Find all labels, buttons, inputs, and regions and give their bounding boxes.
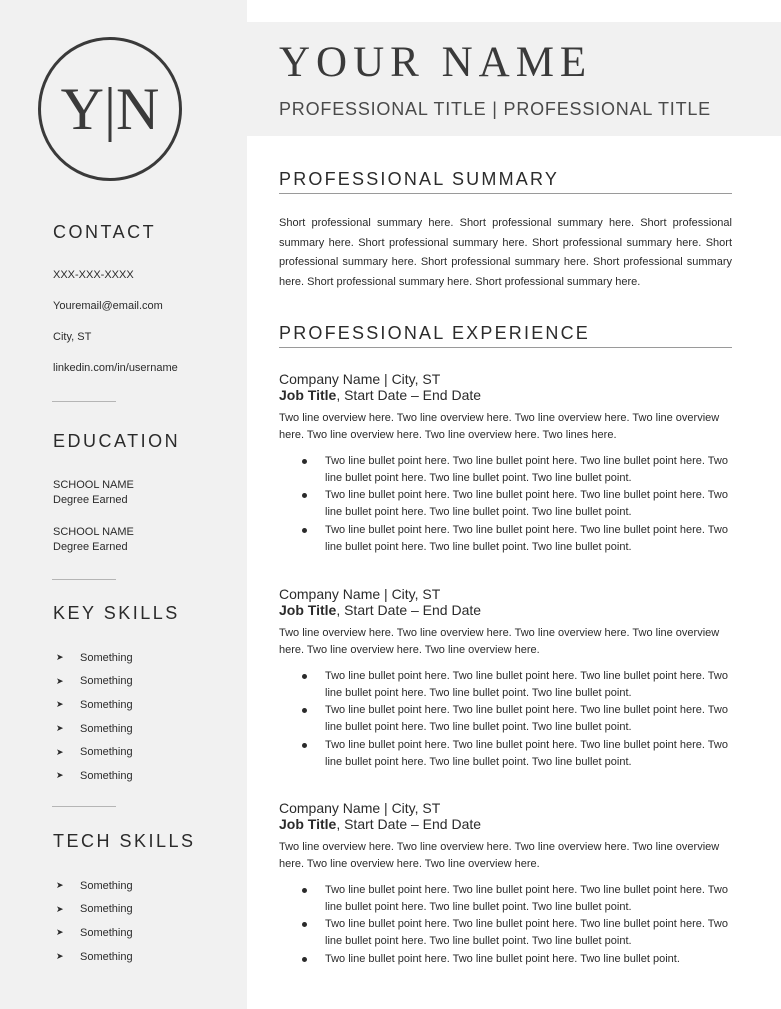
list-item (279, 487, 732, 522)
school-name: SCHOOL NAME (53, 479, 134, 491)
skill-label: Something (80, 769, 133, 782)
monogram-initials: Y|N (60, 76, 160, 142)
skill-label: Something (80, 651, 133, 664)
bullet-text: Two line bullet point here. Two line bullet point here. Two line bullet point here. Two line bullet point here. Two line bullet point. Two line bullet point. (325, 918, 728, 948)
arrow-bullet-icon: ➤ (56, 675, 64, 686)
company-line: Company Name | City, ST (279, 371, 441, 387)
skill-label: Something (80, 698, 133, 711)
job-title-line (279, 816, 732, 833)
arrow-bullet-icon: ➤ (56, 903, 64, 914)
sidebar-divider (52, 806, 116, 807)
bullet-dot-icon (302, 743, 307, 748)
list-item (53, 693, 233, 717)
job-bullets (279, 882, 732, 968)
skill-label: Something (80, 675, 133, 688)
skill-label: Something (80, 950, 133, 963)
key-skills-heading: KEY SKILLS (53, 603, 180, 623)
job-overview: Two line overview here. Two line overview here. Two line overview here. Two line overview here. Two line overview here. Two line overview here. Two lines here. (279, 412, 720, 442)
company-line: Company Name | City, ST (279, 800, 441, 816)
arrow-bullet-icon: ➤ (56, 652, 64, 663)
bullet-dot-icon (302, 674, 307, 679)
bullet-dot-icon (302, 957, 307, 962)
list-item (279, 702, 732, 737)
arrow-bullet-icon: ➤ (56, 746, 64, 757)
job-title-line (279, 602, 732, 619)
bullet-text: Two line bullet point here. Two line bullet point here. Two line bullet point. (325, 952, 680, 965)
list-item (279, 916, 732, 951)
job-dates: , Start Date – End Date (336, 387, 482, 403)
skill-label: Something (80, 903, 133, 916)
sidebar-divider (52, 579, 116, 580)
list-item (53, 670, 233, 694)
list-item (53, 646, 233, 670)
arrow-bullet-icon: ➤ (56, 699, 64, 710)
list-item (279, 951, 732, 968)
sidebar (0, 0, 247, 1009)
school-name: SCHOOL NAME (53, 526, 134, 538)
arrow-bullet-icon: ➤ (56, 770, 64, 781)
education-entry (53, 525, 233, 555)
skill-label: Something (80, 722, 133, 735)
list-item (53, 945, 233, 969)
list-item (53, 717, 233, 741)
contact-email[interactable]: Youremail@email.com (53, 300, 163, 312)
summary-heading: PROFESSIONAL SUMMARY (279, 169, 560, 189)
degree-earned: Degree Earned (53, 494, 128, 506)
contact-section (53, 221, 233, 243)
arrow-bullet-icon: ➤ (56, 951, 64, 962)
skill-label: Something (80, 746, 133, 759)
bullet-text: Two line bullet point here. Two line bullet point here. Two line bullet point here. Two line bullet point here. Two line bullet point. Two line bullet point. (325, 883, 728, 913)
summary-body (279, 214, 732, 293)
list-item (53, 921, 233, 945)
list-item (279, 453, 732, 488)
section-rule (279, 193, 732, 194)
job-entry (279, 800, 732, 968)
list-item (53, 764, 233, 788)
bullet-dot-icon (302, 708, 307, 713)
summary-text: Short professional summary here. Short professional summary here. Short professional summary here. Short professional summary here. Short professional summary here. Short professional summary here. Short professional summary here. Short professional summary here. Short professional summary here. Short professional summary here. (279, 217, 732, 289)
summary-section (279, 168, 732, 190)
arrow-bullet-icon: ➤ (56, 880, 64, 891)
contact-linkedin[interactable]: linkedin.com/in/username (53, 362, 178, 374)
bullet-dot-icon (302, 888, 307, 893)
section-rule (279, 347, 732, 348)
job-title-line (279, 387, 732, 404)
job-overview: Two line overview here. Two line overview here. Two line overview here. Two line overview here. Two line overview here. Two line overview here. (279, 841, 720, 871)
bullet-text: Two line bullet point here. Two line bullet point here. Two line bullet point here. Two line bullet point here. Two line bullet point. Two line bullet point. (325, 489, 728, 519)
experience-section (279, 322, 732, 344)
company-line: Company Name | City, ST (279, 586, 441, 602)
header-band (247, 22, 781, 136)
arrow-bullet-icon: ➤ (56, 723, 64, 734)
key-skills-section (53, 602, 233, 788)
bullet-dot-icon (302, 922, 307, 927)
bullet-text: Two line bullet point here. Two line bullet point here. Two line bullet point here. Two line bullet point here. Two line bullet point. Two line bullet point. (325, 704, 728, 734)
job-dates: , Start Date – End Date (336, 602, 482, 618)
key-skills-list (53, 646, 233, 788)
list-item (279, 737, 732, 772)
job-title: Job Title (279, 387, 337, 403)
tech-skills-section (53, 830, 233, 968)
job-entry (279, 586, 732, 771)
list-item (279, 882, 732, 917)
professional-title: PROFESSIONAL TITLE | PROFESSIONAL TITLE (279, 99, 711, 119)
list-item (279, 668, 732, 703)
name-heading: YOUR NAME (279, 39, 593, 86)
education-entry (53, 478, 233, 508)
tech-skills-heading: TECH SKILLS (53, 831, 196, 851)
job-bullets (279, 453, 732, 557)
bullet-text: Two line bullet point here. Two line bullet point here. Two line bullet point here. Two line bullet point here. Two line bullet point. Two line bullet point. (325, 523, 728, 554)
bullet-dot-icon (302, 493, 307, 498)
skill-label: Something (80, 879, 133, 892)
job-title: Job Title (279, 602, 337, 618)
bullet-dot-icon (302, 528, 307, 533)
job-bullets (279, 668, 732, 772)
tech-skills-list (53, 874, 233, 968)
list-item (53, 740, 233, 764)
contact-heading: CONTACT (53, 222, 157, 242)
bullet-text: Two line bullet point here. Two line bullet point here. Two line bullet point here. Two line bullet point here. Two line bullet point. Two line bullet point. (325, 454, 728, 484)
list-item (279, 522, 732, 557)
education-section (53, 430, 233, 555)
degree-earned: Degree Earned (53, 541, 128, 553)
contact-location: City, ST (53, 331, 92, 343)
job-entry (279, 371, 732, 556)
list-item (53, 874, 233, 898)
job-title: Job Title (279, 816, 337, 832)
bullet-dot-icon (302, 459, 307, 464)
bullet-text: Two line bullet point here. Two line bullet point here. Two line bullet point here. Two line bullet point here. Two line bullet point. Two line bullet point. (325, 669, 728, 699)
skill-label: Something (80, 926, 133, 939)
monogram-circle (38, 37, 182, 181)
sidebar-divider (52, 401, 116, 402)
job-dates: , Start Date – End Date (336, 816, 482, 832)
bullet-text: Two line bullet point here. Two line bullet point here. Two line bullet point here. Two line bullet point here. Two line bullet point. Two line bullet point. (325, 738, 728, 769)
arrow-bullet-icon: ➤ (56, 927, 64, 938)
education-heading: EDUCATION (53, 431, 181, 451)
job-overview: Two line overview here. Two line overview here. Two line overview here. Two line overview here. Two line overview here. Two line overview here. (279, 627, 720, 657)
experience-heading: PROFESSIONAL EXPERIENCE (279, 323, 591, 343)
list-item (53, 898, 233, 922)
contact-phone: XXX-XXX-XXXX (53, 269, 134, 281)
